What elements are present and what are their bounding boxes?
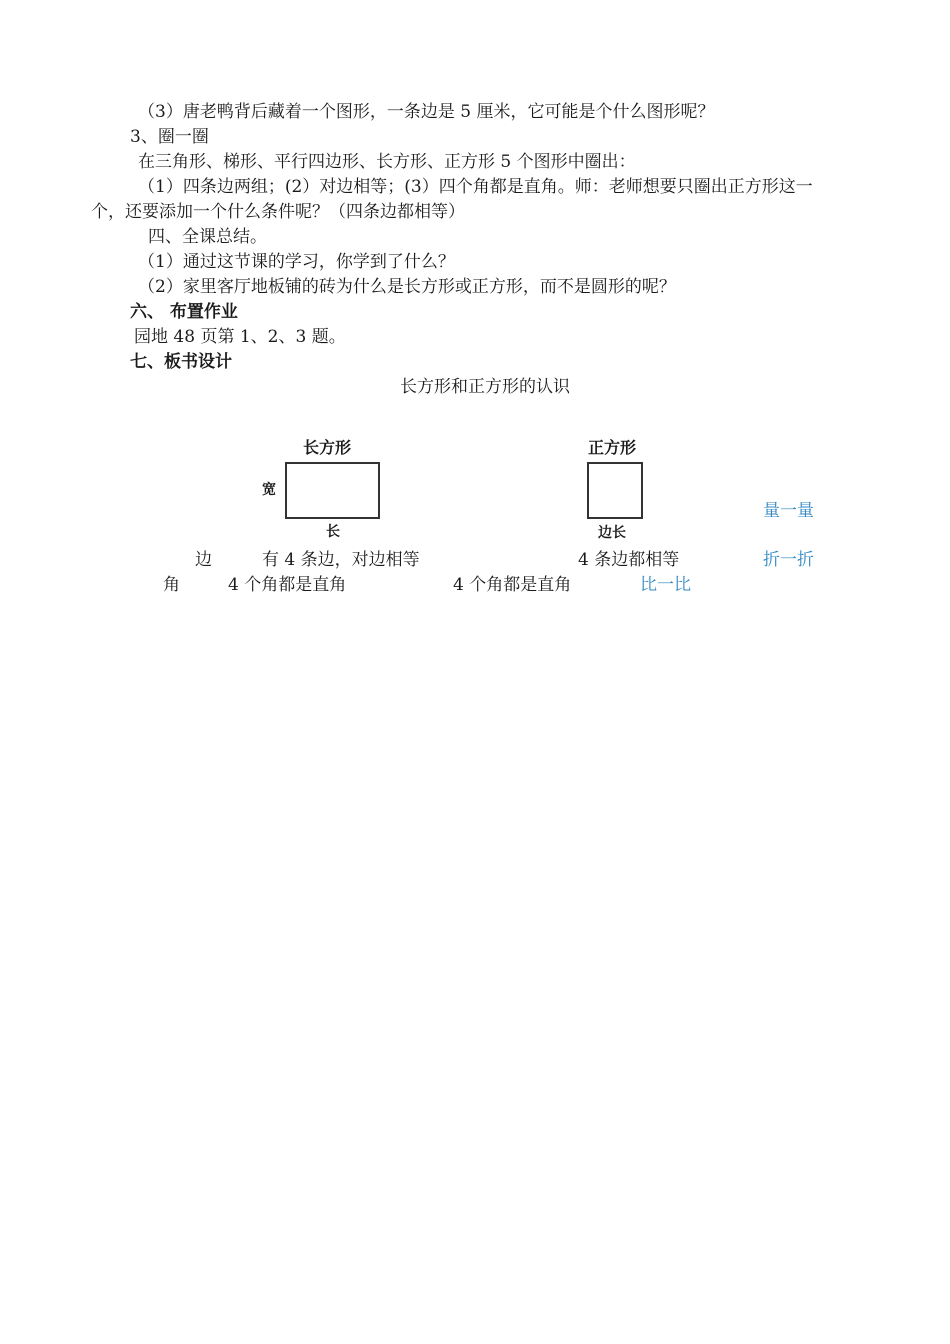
square-angle-description: 4 个角都是直角 (453, 575, 572, 595)
rectangle-label: 长方形 (303, 438, 352, 457)
method-measure: 量一量 (763, 501, 814, 521)
task-3-items-line-1: （1）四条边两组；(2）对边相等；(3）四个角都是直角。师：老师想要只圈出正方形这一 (138, 177, 813, 197)
task-3-items-line-2: 个，还要添加一个什么条件呢？（四条边都相等） (91, 202, 465, 222)
task-3-intro: 在三角形、梯形、平行四边形、长方形、正方形 5 个图形中圈出： (138, 152, 636, 172)
method-compare: 比一比 (640, 575, 691, 595)
rectangle-shape (285, 462, 380, 519)
summary-question-2: （2）家里客厅地板铺的砖为什么是长方形或正方形，而不是圆形的呢？ (138, 277, 676, 297)
section-6-title: 六、 布置作业 (130, 302, 238, 322)
square-shape (587, 462, 643, 519)
square-label: 正方形 (588, 438, 637, 457)
rectangle-length-label: 长 (326, 524, 340, 540)
rectangle-width-label: 宽 (262, 482, 276, 498)
board-title: 长方形和正方形的认识 (400, 377, 570, 397)
square-side-description: 4 条边都相等 (578, 550, 680, 570)
section-4-title: 四、全课总结。 (148, 227, 267, 247)
rectangle-side-description: 有 4 条边，对边相等 (262, 550, 420, 570)
method-fold: 折一折 (763, 550, 814, 570)
row-side-label: 边 (195, 550, 212, 570)
square-side-label: 边长 (598, 525, 626, 541)
section-7-title: 七、板书设计 (130, 352, 232, 372)
row-angle-label: 角 (163, 575, 180, 595)
summary-question-1: （1）通过这节课的学习，你学到了什么？ (138, 252, 455, 272)
question-3-text: （3）唐老鸭背后藏着一个图形，一条边是 5 厘米，它可能是个什么图形呢？ (138, 102, 715, 122)
rectangle-angle-description: 4 个角都是直角 (228, 575, 347, 595)
task-3-title: 3、圈一圈 (130, 127, 209, 147)
homework-text: 园地 48 页第 1、2、3 题。 (134, 327, 346, 347)
